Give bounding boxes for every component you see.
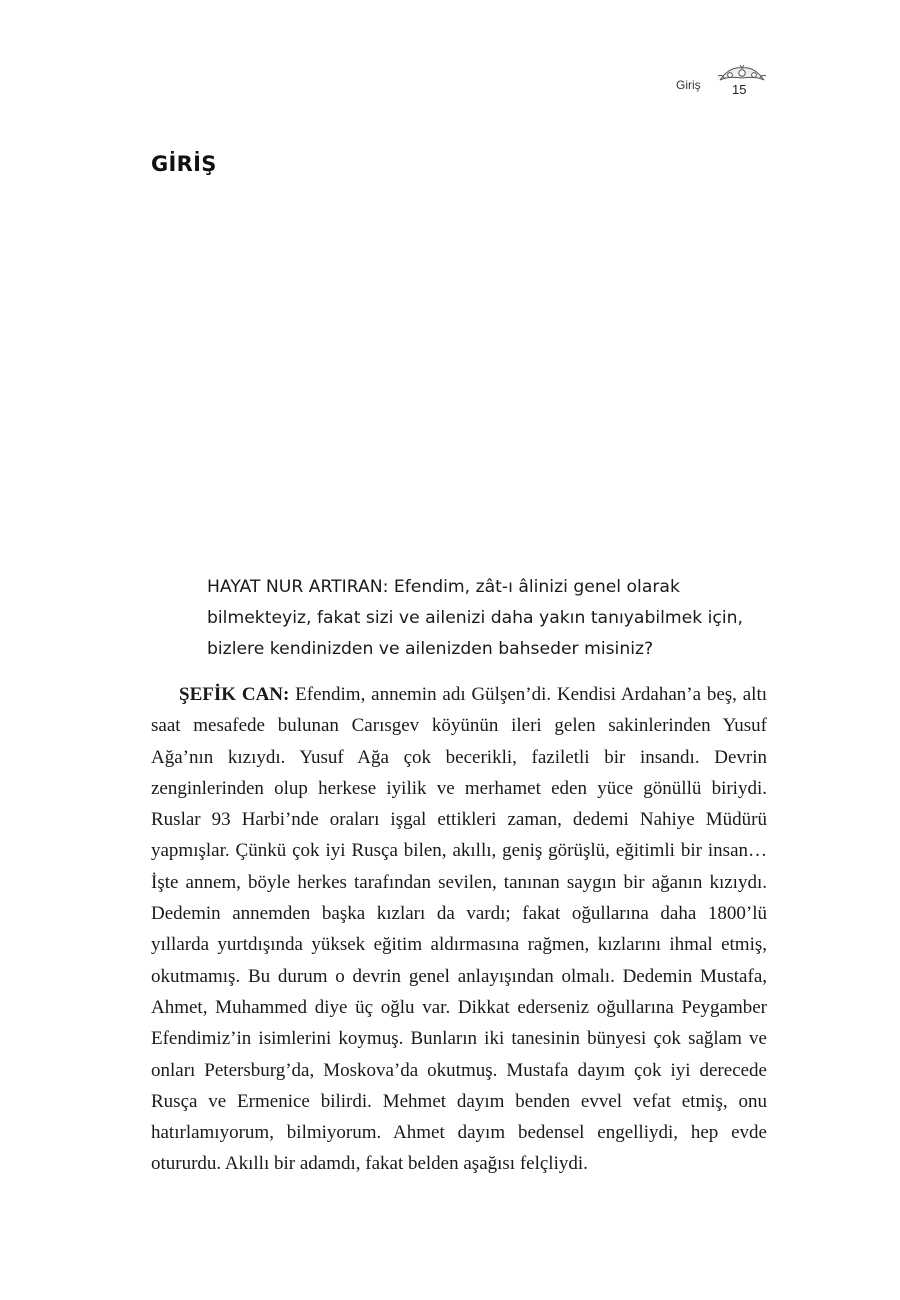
page-number: 15 (732, 82, 747, 97)
answer-speaker: ŞEFİK CAN: (179, 684, 290, 705)
answer-text: Efendim, annemin adı Gülşen’di. Kendisi Ardahan’a beş, altı saat mesafede bulunan Carısgev köyünün ileri gelen sakinlerinden Yusuf Ağa’nın kızıydı. Yusuf Ağa çok becerikli, faziletli bir insandı. Devrin zenginlerinden olup herkese iyilik ve merhamet eden yüce gönüllü biriydi. Ruslar 93 Harbi’nde oraları işgal ettikleri zaman, dedemi Nahiye Müdürü yapmışlar. Çünkü çok iyi Rusça bilen, akıllı, geniş görüşlü, eğitimli bir insan… İşte annem, böyle herkes tarafından sevilen, tanınan saygın bir ağanın kızıydı. Dedemin annemden başka kızları da vardı; fakat oğullarına daha 1800’lü yıllarda yurtdışında yüksek eğitim aldırmasına rağmen, kızlarını ihmal etmiş, okutmamış. Bu durum o devrin genel anlayışından olmalı. Dedemin Mustafa, Ahmet, Muhammed diye üç oğlu var. Dikkat ederseniz oğullarına Peygamber Efendimiz’in isimlerini koymuş. Bunların iki tanesinin bünyesi çok sağlam ve onları Petersburg’da, Moskova’da okutmuş. Mustafa dayım çok iyi derecede Rusça ve Ermenice bilirdi. Mehmet dayım benden evvel vefat etmiş, onu hatırlamıyorum, bilmiyorum. Ahmet dayım bedensel engelliydi, hep evde otururdu. Akıllı bir adamdı, fakat belden aşağısı felçliydi. (151, 684, 767, 1175)
running-header (660, 72, 780, 104)
interview-answer (151, 679, 767, 1180)
running-title: Giriş (676, 78, 701, 92)
chapter-title: GİRİŞ (151, 152, 217, 176)
interview-question: HAYAT NUR ARTIRAN: Efendim, zât-ı âlinizi genel olarak bilmekteyiz, fakat sizi ve ailenizi daha yakın tanıyabilmek için, bizlere kendinizden ve ailenizden bahseder misiniz? (207, 577, 744, 659)
